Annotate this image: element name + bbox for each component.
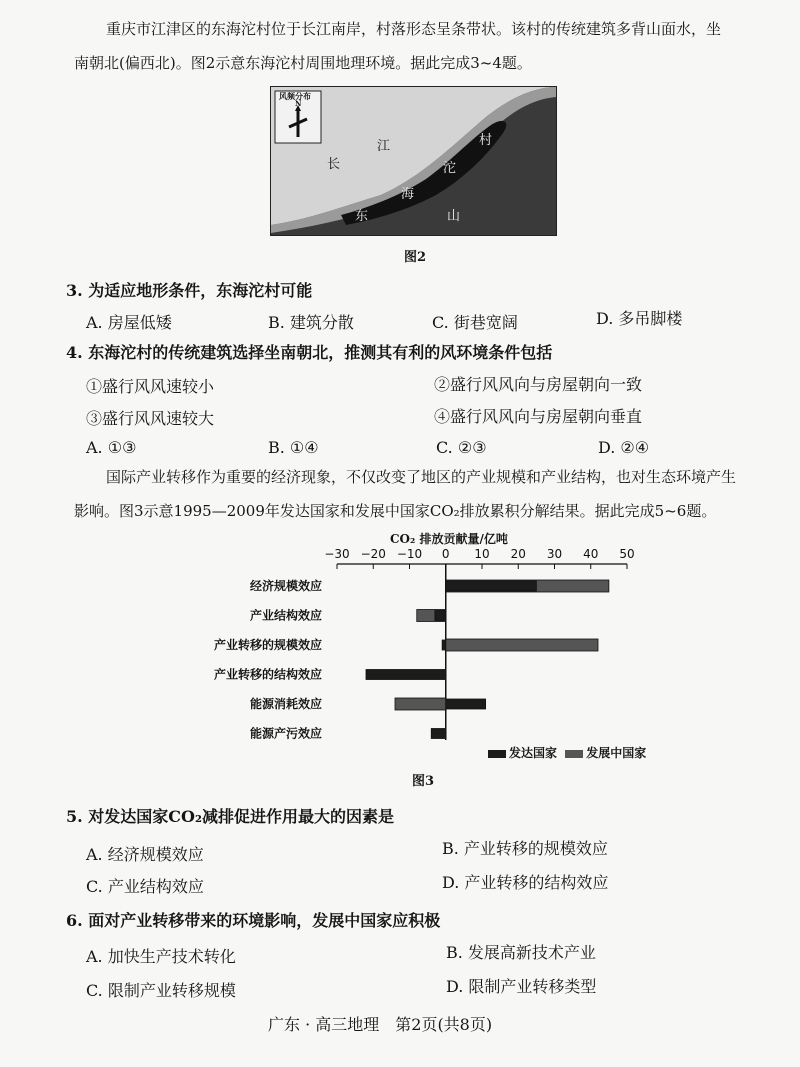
category-label: 产业转移的规模效应 bbox=[213, 638, 322, 652]
q3-option-a: A. 房屋低矮 bbox=[86, 313, 172, 332]
map-figure bbox=[270, 86, 557, 236]
q3-stem: 3. 为适应地形条件，东海沱村可能 bbox=[66, 281, 313, 300]
q6-option-c: C. 限制产业转移规模 bbox=[86, 981, 236, 1000]
x-tick-label: 20 bbox=[510, 547, 526, 561]
category-label: 能源消耗效应 bbox=[249, 697, 322, 711]
north-label: N bbox=[295, 99, 302, 108]
q4-option-b: B. ①④ bbox=[268, 438, 319, 457]
legend-label-developed: 发达国家 bbox=[509, 746, 558, 760]
bar-developed bbox=[446, 699, 486, 709]
map-label-chang: 长 bbox=[327, 157, 341, 172]
q3-option-d: D. 多吊脚楼 bbox=[596, 309, 683, 328]
bar-developing bbox=[446, 639, 598, 651]
q4-option-c: C. ②③ bbox=[436, 438, 487, 457]
map-label-tuo: 沱 bbox=[443, 161, 457, 176]
category-label: 产业结构效应 bbox=[249, 608, 322, 623]
bar-developed bbox=[446, 581, 537, 591]
x-tick-label: 30 bbox=[546, 547, 563, 561]
x-tick-label: 0 bbox=[441, 547, 450, 561]
chart-title: CO₂ 排放贡献量/亿吨 bbox=[390, 532, 508, 546]
q6-option-a: A. 加快生产技术转化 bbox=[86, 947, 236, 966]
co2-chart bbox=[0, 540, 800, 770]
q6-stem: 6. 面对产业转移带来的环境影响，发展中国家应积极 bbox=[66, 911, 441, 930]
intro-paragraph-line-2: 南朝北(偏西北)。图2示意东海沱村周围地理环境。据此完成3~4题。 bbox=[74, 54, 532, 72]
q4-statement-2: ②盛行风风向与房屋朝向一致 bbox=[434, 375, 643, 394]
page-footer: 广东 · 高三地理 第2页(共8页) bbox=[268, 1015, 493, 1034]
chart-legend bbox=[488, 744, 646, 761]
q6-option-b: B. 发展高新技术产业 bbox=[446, 943, 596, 962]
category-label: 能源产污效应 bbox=[249, 726, 322, 741]
q5-option-d: D. 产业转移的结构效应 bbox=[442, 873, 609, 892]
intro2-line-2: 影响。图3示意1995—2009年发达国家和发展中国家CO₂排放累积分解结果。据此完成5~6题。 bbox=[74, 502, 717, 520]
wind-rose-title: 风频分布 bbox=[279, 91, 311, 101]
map-illustration bbox=[271, 87, 556, 235]
q3-option-b: B. 建筑分散 bbox=[268, 313, 354, 332]
x-tick-label: −20 bbox=[360, 547, 386, 561]
q4-statement-3: ③盛行风风速较大 bbox=[86, 409, 215, 428]
bar-developing bbox=[395, 698, 446, 710]
bar-developed bbox=[366, 670, 446, 680]
q5-option-c: C. 产业结构效应 bbox=[86, 877, 204, 896]
x-tick-label: 40 bbox=[583, 547, 599, 561]
map-label-cun: 村 bbox=[479, 133, 493, 148]
map-label-hai: 海 bbox=[401, 187, 415, 202]
x-tick-label: 50 bbox=[619, 547, 635, 561]
intro2-line-1: 国际产业转移作为重要的经济现象，不仅改变了地区的产业规模和产业结构，也对生态环境产生 bbox=[106, 468, 737, 486]
category-label: 经济规模效应 bbox=[249, 579, 322, 593]
intro-paragraph-line-1: 重庆市江津区的东海沱村位于长江南岸，村落形态呈条带状。该村的传统建筑多背山面水，坐 bbox=[106, 20, 722, 38]
q4-statement-4: ④盛行风风向与房屋朝向垂直 bbox=[434, 407, 643, 426]
bar-developed bbox=[435, 611, 446, 621]
map-label-jiang: 江 bbox=[377, 139, 391, 154]
x-tick-label: −10 bbox=[396, 547, 423, 561]
figure-2-caption: 图2 bbox=[404, 250, 427, 265]
x-tick-label: −30 bbox=[324, 547, 350, 561]
q3-option-c: C. 街巷宽阔 bbox=[432, 313, 518, 332]
q5-option-a: A. 经济规模效应 bbox=[86, 845, 204, 864]
legend-label-developing: 发展中国家 bbox=[586, 746, 647, 760]
q5-stem: 5. 对发达国家CO₂减排促进作用最大的因素是 bbox=[66, 807, 394, 826]
q4-statement-1: ①盛行风风速较小 bbox=[86, 377, 215, 396]
q4-stem: 4. 东海沱村的传统建筑选择坐南朝北，推测其有利的风环境条件包括 bbox=[66, 343, 553, 362]
legend-swatch-developing bbox=[565, 750, 583, 758]
map-label-shan: 山 bbox=[447, 209, 461, 224]
q4-option-a: A. ①③ bbox=[86, 438, 137, 457]
legend-swatch-developed bbox=[488, 750, 506, 758]
x-tick-label: 10 bbox=[474, 547, 490, 561]
map-label-dong: 东 bbox=[355, 209, 369, 224]
bar-developed bbox=[442, 640, 446, 650]
q5-option-b: B. 产业转移的规模效应 bbox=[442, 839, 608, 858]
q6-option-d: D. 限制产业转移类型 bbox=[446, 977, 597, 996]
bar-developed bbox=[431, 729, 446, 739]
q4-option-d: D. ②④ bbox=[598, 438, 650, 457]
category-label: 产业转移的结构效应 bbox=[213, 667, 322, 682]
figure-3-caption: 图3 bbox=[412, 774, 435, 789]
